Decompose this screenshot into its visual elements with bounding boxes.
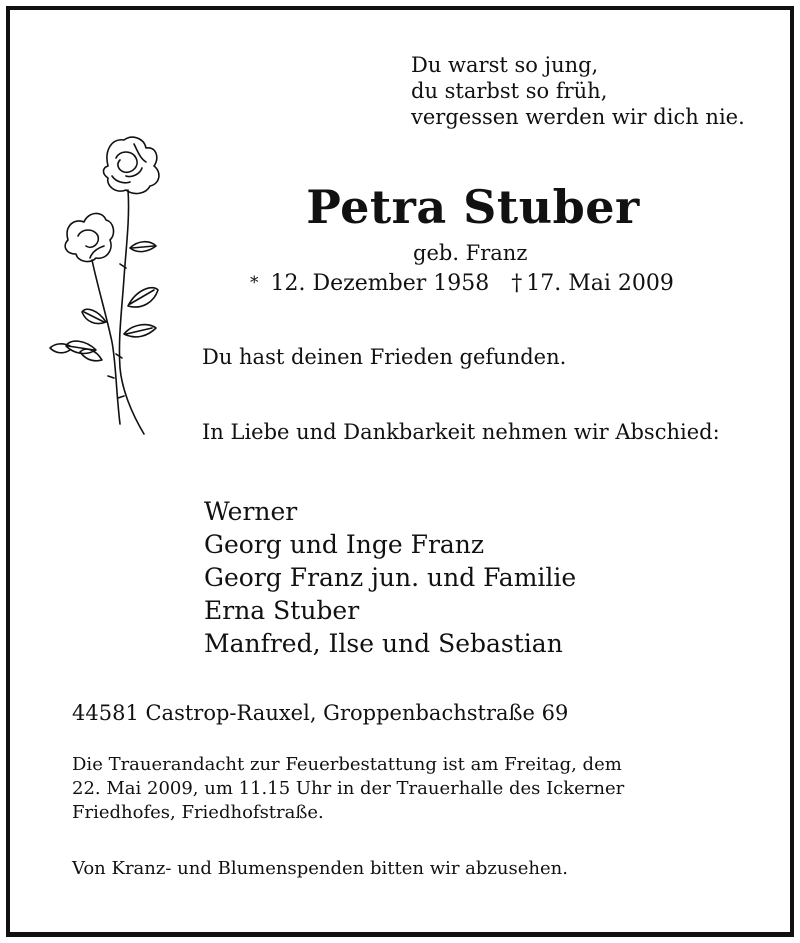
death-cross-icon: † [511, 271, 523, 296]
birth-date: 12. Dezember 1958 [270, 271, 490, 296]
mourner-name: Georg Franz jun. und Familie [204, 563, 577, 592]
farewell-text: In Liebe und Dankbarkeit nehmen wir Abschied: [202, 420, 720, 444]
birth-star-icon: * [250, 273, 259, 293]
rose-icon [46, 128, 171, 440]
mourner-name: Manfred, Ilse und Sebastian [204, 629, 563, 658]
motto-line: du starbst so früh, [411, 79, 608, 103]
service-line: Die Trauerandacht zur Feuerbestattung ist am Freitag, dem [72, 754, 622, 775]
death-date: 17. Mai 2009 [526, 271, 674, 296]
motto-verse [411, 52, 745, 130]
motto-line: vergessen werden wir dich nie. [411, 105, 745, 129]
mourners-list [204, 495, 576, 660]
peace-text: Du hast deinen Frieden gefunden. [202, 345, 567, 369]
maiden-name: geb. Franz [413, 241, 528, 265]
flowers-notice: Von Kranz- und Blumenspenden bitten wir abzusehen. [72, 858, 568, 879]
family-address: 44581 Castrop-Rauxel, Groppenbachstraße 69 [72, 701, 569, 725]
mourner-name: Werner [204, 497, 298, 526]
service-notice [72, 753, 624, 825]
life-dates [250, 271, 674, 296]
mourner-name: Erna Stuber [204, 596, 360, 625]
motto-line: Du warst so jung, [411, 53, 599, 77]
mourner-name: Georg und Inge Franz [204, 530, 485, 559]
service-line: Friedhofes, Friedhofstraße. [72, 802, 324, 823]
deceased-name: Petra Stuber [306, 180, 640, 234]
service-line: 22. Mai 2009, um 11.15 Uhr in der Trauerhalle des Ickerner [72, 778, 625, 799]
